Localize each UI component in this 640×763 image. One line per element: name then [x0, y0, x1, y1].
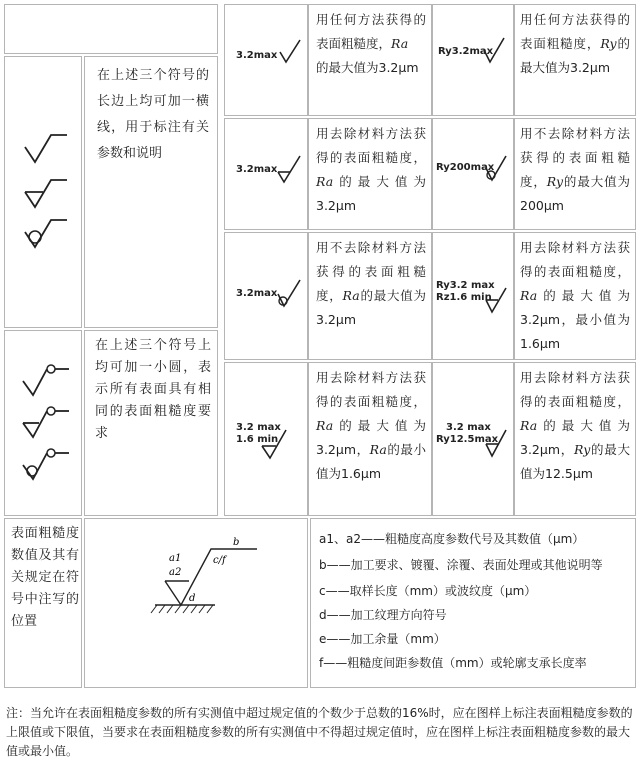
legend-cell — [310, 518, 636, 688]
symbol-label-upper: 3.2 max — [446, 422, 491, 433]
label-d: d — [189, 593, 196, 604]
desc-r2-left: 用去除材料方法获得的表面粗糙度，Ra的最大值为3.2μm — [316, 126, 426, 213]
symbol-ry-3.2max-any — [434, 34, 514, 74]
position-title: 表面粗糙度数值及其有关规定在符号中注写的位置 — [11, 526, 79, 629]
blank-top-left — [4, 4, 218, 54]
symbol-label: 3.2max — [236, 164, 278, 175]
desc-r3-left: 用不去除材料方法获得的表面粗糙度，Ra的最大值为3.2μm — [316, 240, 426, 327]
legend-item: b——加工要求、镀覆、涂覆、表面处理或其他说明等 — [319, 558, 603, 572]
label-b: b — [233, 537, 240, 548]
label-cf: c/f — [213, 555, 226, 566]
add-line-note: 在上述三个符号的长边上均可加一横线，用于标注有关参数和说明 — [97, 68, 209, 161]
legend-item: d——加工纹理方向符号 — [319, 608, 447, 622]
symbol-ra-ry-max — [434, 416, 514, 460]
symbol-label: Ry200max — [436, 162, 495, 173]
label-a2: a2 — [169, 567, 182, 578]
all-surface-symbols — [5, 331, 81, 517]
position-diagram-cell — [84, 518, 308, 688]
symbol-ra-3.2max-removal — [228, 152, 308, 192]
symbol-ra-max-min — [228, 416, 308, 460]
legend-list — [319, 529, 631, 673]
footnote: 注：当允许在表面粗糙度参数的所有实测值中超过规定值的个数少于总数的16%时，应在图样上标注表面粗糙度参数的上限值或下限值，当要求在表面粗糙度参数的所有实测值中不得超过规定值时，应在图样上标注表面粗糙度参数的最大值或最小值。 — [6, 706, 633, 758]
desc-r1-right: 用任何方法获得的表面粗糙度，Ry的最大值为3.2μm — [520, 12, 630, 75]
symbol-label-upper: 3.2 max — [236, 422, 281, 433]
desc-r2-right: 用不去除材料方法获得的表面粗糙度，Ry的最大值为200μm — [520, 126, 630, 213]
add-circle-note: 在上述三个符号上均可加一小圆，表示所有表面具有相同的表面粗糙度要求 — [95, 338, 211, 441]
desc-r3-right: 用去除材料方法获得的表面粗糙度，Ra的最大值为3.2μm，最小值为1.6μm — [520, 240, 630, 351]
symbol-ry-200max-no-removal — [434, 152, 514, 192]
symbol-ra-3.2max-no-removal — [228, 276, 308, 316]
desc-r4-right: 用去除材料方法获得的表面粗糙度，Ra的最大值为3.2μm，Ry的最大值为12.5μm — [520, 370, 630, 481]
desc-r4-left: 用去除材料方法获得的表面粗糙度，Ra的最大值为3.2μm，Ra的最小值为1.6μm — [316, 370, 426, 481]
position-symbol-diagram — [85, 519, 307, 687]
position-title-cell — [4, 518, 82, 688]
symbol-label: 3.2max — [236, 50, 278, 61]
circle-symbols-cell — [4, 330, 82, 516]
basic-symbols-cell — [4, 56, 82, 328]
symbol-label-upper: Ry3.2 max — [436, 280, 495, 291]
label-a1: a1 — [169, 553, 182, 564]
legend-item: a1、a2——粗糙度高度参数代号及其数值（μm） — [319, 532, 585, 546]
add-line-cell — [84, 56, 218, 328]
symbol-label: Ry3.2max — [438, 46, 494, 57]
desc-r1-left: 用任何方法获得的表面粗糙度，Ra 的最大值为3.2μm — [316, 12, 426, 75]
symbol-label-lower: Ry12.5max — [436, 434, 499, 445]
legend-item: f——粗糙度间距参数值（mm）或轮廓支承长度率 — [319, 656, 587, 670]
add-circle-cell — [84, 330, 218, 516]
symbol-ry-rz-max-min — [434, 274, 514, 318]
symbol-label: 3.2max — [236, 288, 278, 299]
symbol-label-lower: 1.6 min — [236, 434, 279, 445]
legend-item: c——取样长度（mm）或波纹度（μm） — [319, 584, 537, 598]
symbol-ra-3.2max-any — [228, 34, 308, 74]
symbol-label-lower: Rz1.6 min — [436, 292, 492, 303]
legend-item: e——加工余量（mm） — [319, 632, 446, 646]
